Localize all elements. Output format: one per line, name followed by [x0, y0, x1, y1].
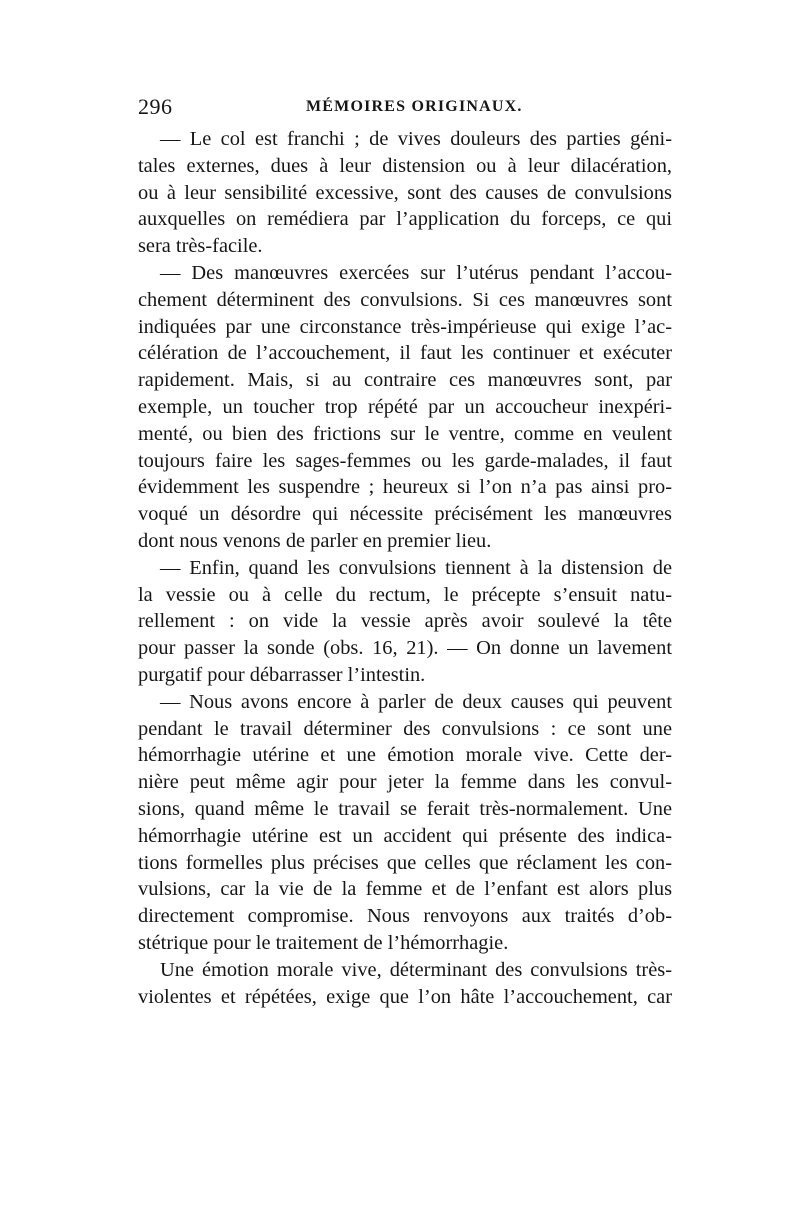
text-line: sera très-facile.	[138, 235, 263, 258]
text-line: pendant le travail déterminer des convulsions : ce sont une	[138, 717, 672, 740]
text-line: — Nous avons encore à parler de deux causes qui peuvent	[160, 690, 672, 713]
text-line: exemple, un toucher trop répété par un accoucheur inexpéri-	[138, 395, 672, 418]
text-line: — Enfin, quand les convulsions tiennent à la distension de	[160, 556, 672, 579]
text-line: toujours faire les sages-femmes ou les garde-malades, il faut	[138, 449, 672, 472]
text-line: stétrique pour le traitement de l’hémorrhagie.	[138, 931, 509, 954]
text-line: auxquelles on remédiera par l’application du forceps, ce qui	[138, 208, 672, 231]
page-number: 296	[138, 94, 173, 119]
text-line: Une émotion morale vive, déterminant des convulsions très-	[160, 958, 672, 981]
text-line: purgatif pour débarrasser l’intestin.	[138, 663, 426, 686]
text-line: pour passer la sonde (obs. 16, 21). — On donne un lavement	[138, 637, 672, 660]
text-line: rellement : on vide la vessie après avoir soulevé la tête	[138, 610, 672, 633]
text-line: tions formelles plus précises que celles que réclament les con-	[138, 851, 672, 874]
text-line: violentes et répétées, exige que l’on hâte l’accouchement, car	[138, 985, 672, 1008]
text-line: vulsions, car la vie de la femme et de l’enfant est alors plus	[138, 878, 672, 901]
text-line: hémorrhagie utérine est un accident qui présente des indica-	[138, 824, 672, 847]
text-line: chement déterminent des convulsions. Si ces manœuvres sont	[138, 288, 672, 311]
running-head	[138, 94, 672, 124]
text-line: célération de l’accouchement, il faut les continuer et exécuter	[138, 342, 672, 365]
text-line: nière peut même agir pour jeter la femme dans les convul-	[138, 771, 672, 794]
running-title: MÉMOIRES ORIGINAUX.	[306, 98, 523, 115]
text-line: sions, quand même le travail se ferait très-normalement. Une	[138, 797, 672, 820]
text-line: — Des manœuvres exercées sur l’utérus pendant l’accou-	[160, 261, 672, 284]
body-text	[138, 126, 672, 1010]
text-line: rapidement. Mais, si au contraire ces manœuvres sont, par	[138, 369, 672, 392]
text-line: ou à leur sensibilité excessive, sont des causes de convulsions	[138, 181, 672, 204]
text-line: évidemment les suspendre ; heureux si l’on n’a pas ainsi pro-	[138, 476, 672, 499]
text-line: dont nous venons de parler en premier lieu.	[138, 529, 492, 552]
text-line: tales externes, dues à leur distension ou à leur dilacération,	[138, 154, 672, 177]
text-line: voqué un désordre qui nécessite précisément les manœuvres	[138, 503, 672, 526]
text-line: — Le col est franchi ; de vives douleurs des parties géni-	[160, 128, 672, 150]
text-line: indiquées par une circonstance très-impérieuse qui exige l’ac-	[138, 315, 672, 338]
text-line: directement compromise. Nous renvoyons aux traités d’ob-	[138, 905, 672, 928]
text-line: menté, ou bien des frictions sur le ventre, comme en veulent	[138, 422, 672, 445]
text-line: la vessie ou à celle du rectum, le précepte s’ensuit natu-	[138, 583, 672, 606]
text-line: hémorrhagie utérine et une émotion morale vive. Cette der-	[138, 744, 672, 767]
